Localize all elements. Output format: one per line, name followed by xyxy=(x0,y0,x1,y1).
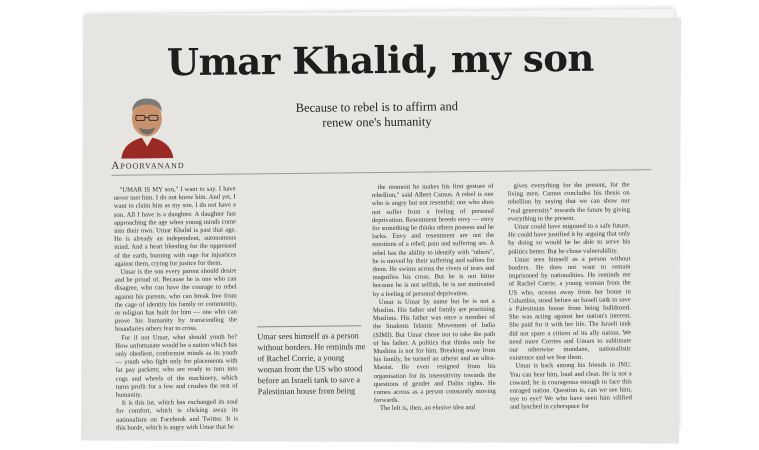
headline: Umar Khalid, my son xyxy=(86,35,674,85)
paragraph: It is this lot, which has exchanged its soul for comfort, which is clicking away its nationalism on Facebook and Twitter. It is this horde, which is angry with Umar that he xyxy=(116,399,238,433)
article-column-4 xyxy=(508,181,633,432)
author-portrait xyxy=(115,90,180,159)
article-column-3 xyxy=(372,183,497,434)
paragraph: the moment he makes his first gesture of rebellion," said Albert Camus. A rebel is one who is angry but not resentful; one who does not suffer from a feeling of personal deprivation. Resentment breeds envy — envy for something he thinks others possess and he lacks. Envy and resentment are not the emotions of a rebel; pain and suffering are. A rebel has the ability to identify with "others", he is moved by their suffering and suffers for them. He swims across the rivers of tears and magnifies his cross. But he is not bitter because he is not selfish, he is not motivated by a feeling of personal deprivation. xyxy=(372,183,495,299)
pull-quote: Umar sees himself as a person without borders. He reminds me of Rachel Corrie, a young woman from the US who stood before an Israeli tank to save a Palestinian house from being xyxy=(257,330,368,397)
article-column-1 xyxy=(114,186,239,437)
paragraph: Umar could have migrated to a safe future. He could have justified it by arguing that only by doing so would he be able to serve his politics better. But he chose vulnerability. xyxy=(508,222,630,256)
paragraph: gives everything for the present, for the living men. Camus concludes his thesis on rebellion by saying that we can show our "real generosity" towards the future by giving everything to the present. xyxy=(508,181,630,223)
paragraph: "UMAR IS MY son," I want to say. I have never met him. I do not know him. And yet, I want to claim him as my son. I do not have a son. All I have is a daughter. A daughter fast approaching the age when young minds come into their own. Umar Khalid is past that age. He is already an independent, autonomous mind. And a heart bleeding for the oppressed of the earth, burning with rage for injustices against them, crying for justice for them. xyxy=(114,186,237,269)
paragraph: Umar is the son every parent should desire and be proud of. Because he is one who can disagree, who can have the courage to rebel against his parents, who can break free from the cage of identity his family or community, or religion has built for him — one who can prove his humanity by transcending the boundaries others fear to cross. xyxy=(114,268,237,335)
subheadline: Because to rebel is to affirm and renew one's humanity xyxy=(287,99,467,131)
paragraph: Umar is back among his friends in JNU. You can hear him, loud and clear. He is not a coward; he is courageous enough to face this enraged nation. Question is, can we see him, eye to eye? We who have seen him vilified and lynched in cyberspace for xyxy=(509,362,632,412)
newspaper-clipping xyxy=(86,9,678,435)
paragraph: The left is, then, an elusive idea and xyxy=(374,404,496,413)
pull-quote-divider xyxy=(257,325,361,327)
author-byline: Apoorvanand xyxy=(111,159,184,172)
paragraph: For if not Umar, what should youth be? How unfortunate would be a nation which has only obedient, conformist minds as its youth — youth who fight only for placements with fat pay packets; who are ready to turn into cogs and wheels of the machinery, which turns profit for a few and crushes the rest of humanity. xyxy=(115,333,238,400)
paragraph: Umar sees himself as a person without borders. He does not want to remain imprisoned by nationalities. He reminds me of Rachel Corrie, a young woman from the US who, oceans away from her home in Columbia, stood before an Israeli tank to save a Palestinian house from being bulldozed. She was acting against her nation's interest. She paid for it with her life. The Israeli tank did not spare a citizen of its ally nation. We need more Corries and Umars to sublimate our otherwise mundane, nationalistic existence and we fear them. xyxy=(508,255,631,363)
byline-divider xyxy=(111,169,651,176)
paragraph: Umar is Umar by name but he is not a Muslim. His father and family are practising Muslims. His father was once a member of the Students Islamic Movement of India (SIMI). But Umar chose not to take the path of his father. A politics that thinks only for Muslims is not for him. Breaking away from his family, he turned an atheist and an ultra-Maoist. He even resigned from his organisation for its insensitivity towards the questions of gender and Dalits rights. He comes across as a person constantly moving forwards. xyxy=(373,298,496,406)
